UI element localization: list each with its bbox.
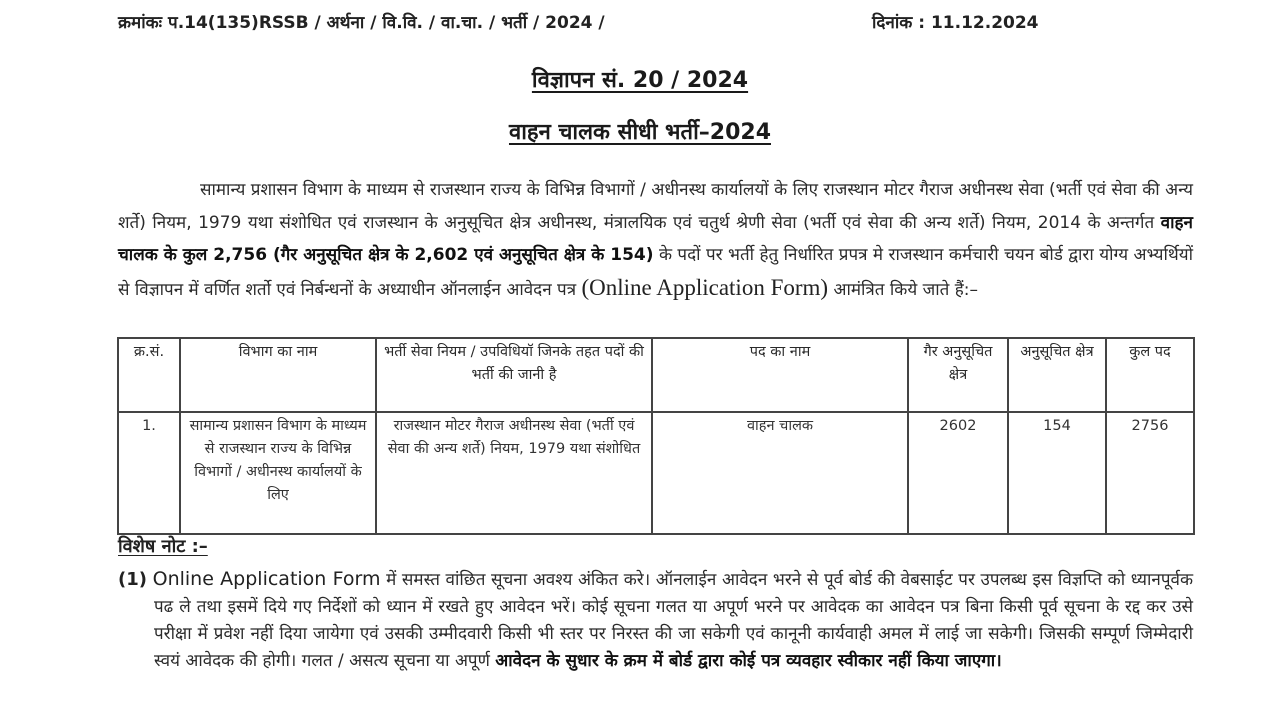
recruitment-title: वाहन चालक सीधी भर्ती–2024 — [508, 120, 771, 145]
table-header-row — [118, 338, 1194, 412]
col-sno: क्र.सं. — [118, 338, 180, 412]
cell-scheduled: 154 — [1008, 412, 1106, 534]
date-value: 11.12.2024 — [930, 13, 1039, 33]
cell-sno: 1. — [118, 412, 180, 534]
col-total: कुल पद — [1106, 338, 1194, 412]
date-label: दिनांक : — [872, 13, 926, 33]
intro-paragraph: सामान्य प्रशासन विभाग के माध्यम से राजस्थान राज्य के विभिन्न विभागों / अधीनस्थ कार्यालयों के लिए राजस्थान मोटर गैराज अधीनस्थ सेवा (भर्ती एवं सेवा की अन्य शर्ते) नियम, 1979 यथा संशोधित एवं राजस्थान के अनुसूचित क्षेत्र अधीनस्थ, मंत्रालयिक एवं चतुर्थ श्रेणी सेवा (भर्ती एवं सेवा की अन्य शर्ते) नियम, 2014 के अन्तर्गत वाहन चालक के कुल 2,756 (गैर अनुसूचित क्षेत्र के 2,602 एवं अनुसूचित क्षेत्र के 154) के पदों पर भर्ती हेतु निर्धारित प्रपत्र मे राजस्थान कर्मचारी चयन बोर्ड द्वारा योग्य अभ्यर्थियों से विज्ञापन में वर्णित शर्तो एवं निर्बन्धनों के अध्याधीन ऑनलाईन आवेदन पत्र (Online Application Form) आमंत्रित किये जाते हैं:– — [118, 180, 1193, 300]
col-scheduled: अनुसूचित क्षेत्र — [1008, 338, 1106, 412]
col-non-scheduled: गैर अनुसूचित क्षेत्र — [908, 338, 1008, 412]
posts-table — [117, 337, 1195, 535]
cell-post: वाहन चालक — [652, 412, 908, 534]
table-row — [118, 412, 1194, 534]
reference-number: क्रमांकः प.14(135)RSSB / अर्थना / वि.वि. / वा.चा. / भर्ती / 2024 / — [118, 13, 605, 33]
cell-department: सामान्य प्रशासन विभाग के माध्यम से राजस्थान राज्य के विभिन्न विभागों / अधीनस्थ कार्यालयों के लिए — [180, 412, 376, 534]
cell-non-scheduled: 2602 — [908, 412, 1008, 534]
note-number: (1) — [118, 569, 147, 590]
advertisement-number-title: विज्ञापन सं. 20 / 2024 — [531, 68, 749, 93]
post-count-highlight: वाहन चालक के कुल 2,756 (गैर अनुसूचित क्षेत्र के 2,602 एवं अनुसूचित क्षेत्र के 154) — [118, 212, 1193, 265]
note-item-1: (1) Online Application Form में समस्त वांछित सूचना अवश्य अंकित करे। ऑनलाईन आवेदन भरने से पूर्व बोर्ड की वेबसाईट पर उपलब्ध इस विज्ञप्ति को ध्यानपूर्वक पढ ले तथा इसमें दिये गए निर्देशों को ध्यान में रखते हुए आवेदन भरें। कोई सूचना गलत या अपूर्ण भरने पर आवेदक का आवेदन पत्र बिना किसी पूर्व सूचना के रद्द कर उसे परीक्षा में प्रवेश नहीं दिया जायेगा एवं उसकी उम्मीदवारी किसी भी स्तर पर निरस्त की जा सकेगी एवं कानूनी कार्यवाही अमल में लाई जा सकेगी। जिसकी सम्पूर्ण जिम्मेदारी स्वयं आवेदक की होगी। गलत / असत्य सूचना या अपूर्ण आवेदन के सुधार के क्रम में बोर्ड द्वारा कोई पत्र व्यवहार स्वीकार नहीं किया जाएगा। — [118, 568, 1194, 671]
cell-rules: राजस्थान मोटर गैराज अधीनस्थ सेवा (भर्ती एवं सेवा की अन्य शर्ते) नियम, 1979 यथा संशोधित — [376, 412, 652, 534]
date — [872, 10, 1039, 33]
col-post: पद का नाम — [652, 338, 908, 412]
col-department: विभाग का नाम — [180, 338, 376, 412]
col-rules: भर्ती सेवा नियम / उपविधियॉ जिनके तहत पदों की भर्ती की जानी है — [376, 338, 652, 412]
special-note-heading: विशेष नोट :– — [118, 536, 208, 557]
cell-total: 2756 — [1106, 412, 1194, 534]
